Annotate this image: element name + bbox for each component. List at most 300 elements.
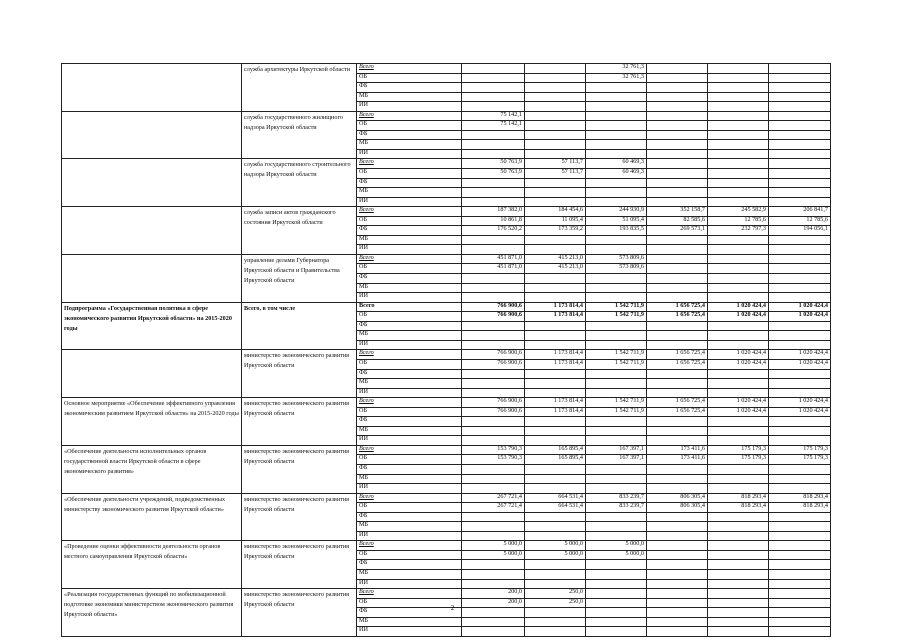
amount-cell — [647, 541, 708, 551]
amount-cell: 173 359,2 — [525, 226, 586, 236]
amount-cell — [525, 245, 586, 255]
executor-cell: министерство экономического развития Иркутской области — [242, 350, 357, 398]
amount-cell — [708, 569, 769, 579]
funding-source-cell: Всего — [357, 207, 462, 217]
amount-cell: 833 239,7 — [586, 493, 647, 503]
amount-cell — [462, 245, 525, 255]
amount-cell — [586, 178, 647, 188]
amount-cell — [708, 522, 769, 532]
amount-cell — [647, 417, 708, 427]
funding-source-cell: ФБ — [357, 226, 462, 236]
funding-source-cell: Всего — [357, 350, 462, 360]
amount-cell — [647, 178, 708, 188]
amount-cell — [647, 111, 708, 121]
amount-cell — [769, 274, 831, 284]
amount-cell — [647, 550, 708, 560]
amount-cell — [708, 541, 769, 551]
amount-cell — [647, 369, 708, 379]
executor-cell: служба государственного строительного надзора Иркутской области — [242, 159, 357, 207]
amount-cell — [525, 331, 586, 341]
amount-cell — [647, 140, 708, 150]
funding-source-cell: ИИ — [357, 627, 462, 637]
program-name-cell: Основное мероприятие «Обеспечение эффективного управления экономическим развитием Иркутской области» на 2015-2020 годы — [62, 398, 242, 446]
amount-cell — [708, 436, 769, 446]
amount-cell: 806 305,4 — [647, 503, 708, 513]
amount-cell: 232 797,3 — [708, 226, 769, 236]
amount-cell — [708, 111, 769, 121]
amount-cell — [769, 73, 831, 83]
amount-cell — [708, 293, 769, 303]
amount-cell — [769, 464, 831, 474]
amount-cell: 1 542 711,9 — [586, 312, 647, 322]
funding-source-cell: ФБ — [357, 417, 462, 427]
page-number: 2 — [450, 604, 455, 612]
amount-cell: 1 656 725,4 — [647, 302, 708, 312]
amount-cell — [586, 321, 647, 331]
funding-source-cell: ФБ — [357, 178, 462, 188]
amount-cell — [462, 569, 525, 579]
amount-cell — [769, 111, 831, 121]
amount-cell — [769, 379, 831, 389]
amount-cell — [586, 417, 647, 427]
table-row — [62, 589, 831, 599]
amount-cell — [525, 197, 586, 207]
amount-cell — [462, 560, 525, 570]
amount-cell: 818 293,4 — [769, 493, 831, 503]
amount-cell — [586, 379, 647, 389]
funding-source-cell: ИИ — [357, 340, 462, 350]
amount-cell — [462, 484, 525, 494]
amount-cell: 766 900,6 — [462, 407, 525, 417]
funding-source-cell: МБ — [357, 617, 462, 627]
amount-cell — [462, 474, 525, 484]
amount-cell — [525, 64, 586, 74]
amount-cell — [462, 388, 525, 398]
amount-cell: 245 582,9 — [708, 207, 769, 217]
amount-cell: 175 179,3 — [708, 445, 769, 455]
amount-cell — [708, 464, 769, 474]
amount-cell — [708, 64, 769, 74]
amount-cell: 1 020 424,4 — [769, 350, 831, 360]
amount-cell — [708, 589, 769, 599]
amount-cell: 194 056,1 — [769, 226, 831, 236]
amount-cell: 173 411,6 — [647, 455, 708, 465]
amount-cell — [462, 417, 525, 427]
amount-cell: 51 095,4 — [586, 216, 647, 226]
table-row — [62, 350, 831, 360]
funding-source-cell: ОБ — [357, 359, 462, 369]
amount-cell — [708, 159, 769, 169]
amount-cell: 175 179,3 — [769, 445, 831, 455]
amount-cell — [462, 369, 525, 379]
amount-cell — [708, 388, 769, 398]
amount-cell — [586, 436, 647, 446]
amount-cell — [647, 169, 708, 179]
amount-cell: 167 397,1 — [586, 445, 647, 455]
amount-cell — [462, 321, 525, 331]
amount-cell — [647, 531, 708, 541]
amount-cell: 5 000,0 — [525, 550, 586, 560]
program-name-cell: «Проведение оценки эффективности деятельности органов местного самоуправления Иркутской области» — [62, 541, 242, 589]
program-name-cell: «Реализация государственных функций по мобилизационной подготовке экономики министерством экономического развития Иркутской области» — [62, 589, 242, 637]
budget-table — [61, 63, 831, 637]
amount-cell — [647, 274, 708, 284]
amount-cell: 5 000,0 — [462, 550, 525, 560]
program-name-cell — [62, 254, 242, 302]
amount-cell: 766 900,6 — [462, 302, 525, 312]
funding-source-cell: ФБ — [357, 83, 462, 93]
funding-source-cell: ОБ — [357, 312, 462, 322]
amount-cell: 1 173 814,4 — [525, 407, 586, 417]
amount-cell — [525, 283, 586, 293]
amount-cell — [769, 436, 831, 446]
amount-cell — [647, 235, 708, 245]
amount-cell — [586, 426, 647, 436]
program-name-cell — [62, 207, 242, 255]
amount-cell — [586, 188, 647, 198]
amount-cell — [708, 197, 769, 207]
executor-cell: министерство экономического развития Иркутской области — [242, 445, 357, 493]
program-name-cell: Подпрограмма «Государственная политика в сфере экономического развития Иркутской области» на 2015-2020 годы — [62, 302, 242, 350]
amount-cell — [462, 340, 525, 350]
amount-cell: 766 900,6 — [462, 398, 525, 408]
amount-cell — [647, 83, 708, 93]
amount-cell — [769, 283, 831, 293]
funding-source-cell: МБ — [357, 92, 462, 102]
amount-cell: 818 293,4 — [708, 493, 769, 503]
amount-cell — [462, 130, 525, 140]
amount-cell — [708, 102, 769, 112]
amount-cell: 1 173 814,4 — [525, 312, 586, 322]
amount-cell — [708, 254, 769, 264]
amount-cell: 1 542 711,9 — [586, 407, 647, 417]
table-row — [62, 159, 831, 169]
executor-cell: министерство экономического развития Иркутской области — [242, 589, 357, 637]
program-name-cell: «Обеспечение деятельности учреждений, подведомственных министерству экономического развития Иркутской области» — [62, 493, 242, 541]
amount-cell — [525, 83, 586, 93]
amount-cell — [708, 474, 769, 484]
amount-cell — [769, 102, 831, 112]
amount-cell — [708, 274, 769, 284]
program-name-cell: «Обеспечение деятельности исполнительных органов государственной власти Иркутской области в сфере экономического развития» — [62, 445, 242, 493]
amount-cell — [708, 379, 769, 389]
amount-cell: 165 895,4 — [525, 445, 586, 455]
amount-cell: 175 179,3 — [769, 455, 831, 465]
amount-cell — [769, 83, 831, 93]
amount-cell: 573 809,6 — [586, 264, 647, 274]
amount-cell — [647, 264, 708, 274]
funding-source-cell: Всего — [357, 302, 462, 312]
amount-cell — [462, 512, 525, 522]
executor-cell: министерство экономического развития Иркутской области — [242, 398, 357, 446]
amount-cell — [586, 369, 647, 379]
amount-cell — [647, 617, 708, 627]
amount-cell — [586, 522, 647, 532]
amount-cell — [462, 283, 525, 293]
amount-cell — [708, 121, 769, 131]
executor-cell: служба государственного жилищного надзора Иркутской области — [242, 111, 357, 159]
amount-cell: 267 721,4 — [462, 493, 525, 503]
amount-cell — [525, 121, 586, 131]
funding-source-cell: Всего — [357, 589, 462, 599]
funding-source-cell: ОБ — [357, 264, 462, 274]
amount-cell — [647, 627, 708, 637]
amount-cell — [647, 283, 708, 293]
amount-cell — [462, 149, 525, 159]
amount-cell — [769, 264, 831, 274]
amount-cell: 167 397,1 — [586, 455, 647, 465]
amount-cell: 1 173 814,4 — [525, 359, 586, 369]
amount-cell — [769, 426, 831, 436]
funding-source-cell: ИИ — [357, 579, 462, 589]
amount-cell — [769, 293, 831, 303]
amount-cell — [647, 388, 708, 398]
amount-cell: 269 573,1 — [647, 226, 708, 236]
amount-cell: 1 542 711,9 — [586, 350, 647, 360]
amount-cell: 1 542 711,9 — [586, 302, 647, 312]
amount-cell — [525, 426, 586, 436]
amount-cell — [525, 178, 586, 188]
funding-source-cell: ОБ — [357, 216, 462, 226]
amount-cell — [769, 149, 831, 159]
amount-cell — [525, 379, 586, 389]
amount-cell — [769, 130, 831, 140]
amount-cell: 1 173 814,4 — [525, 302, 586, 312]
amount-cell — [647, 484, 708, 494]
amount-cell — [525, 102, 586, 112]
amount-cell: 1 173 814,4 — [525, 350, 586, 360]
amount-cell: 451 871,0 — [462, 264, 525, 274]
funding-source-cell: ФБ — [357, 274, 462, 284]
amount-cell: 57 113,7 — [525, 159, 586, 169]
funding-source-cell: ОБ — [357, 550, 462, 560]
amount-cell — [586, 140, 647, 150]
amount-cell — [769, 369, 831, 379]
amount-cell — [708, 245, 769, 255]
funding-source-cell: МБ — [357, 569, 462, 579]
amount-cell — [647, 102, 708, 112]
amount-cell — [708, 321, 769, 331]
funding-source-cell: ОБ — [357, 73, 462, 83]
amount-cell: 1 173 814,4 — [525, 398, 586, 408]
funding-source-cell: ИИ — [357, 102, 462, 112]
amount-cell: 766 900,6 — [462, 350, 525, 360]
amount-cell — [708, 417, 769, 427]
amount-cell — [462, 102, 525, 112]
executor-cell: управление делами Губернатора Иркутской области и Правительства Иркутской области — [242, 254, 357, 302]
amount-cell — [462, 274, 525, 284]
amount-cell — [647, 159, 708, 169]
amount-cell: 818 293,4 — [769, 503, 831, 513]
amount-cell: 1 656 725,4 — [647, 407, 708, 417]
amount-cell — [586, 569, 647, 579]
funding-source-cell: ИИ — [357, 245, 462, 255]
funding-source-cell: ФБ — [357, 512, 462, 522]
amount-cell — [769, 169, 831, 179]
amount-cell: 5 000,0 — [586, 541, 647, 551]
amount-cell — [769, 254, 831, 264]
amount-cell — [708, 579, 769, 589]
amount-cell — [769, 321, 831, 331]
amount-cell — [647, 254, 708, 264]
funding-source-cell: МБ — [357, 331, 462, 341]
amount-cell: 244 930,9 — [586, 207, 647, 217]
amount-cell — [525, 417, 586, 427]
amount-cell — [462, 178, 525, 188]
funding-source-cell: МБ — [357, 140, 462, 150]
amount-cell: 1 020 424,4 — [708, 398, 769, 408]
amount-cell — [647, 426, 708, 436]
funding-source-cell: ОБ — [357, 503, 462, 513]
amount-cell — [525, 388, 586, 398]
amount-cell — [769, 569, 831, 579]
amount-cell — [525, 436, 586, 446]
amount-cell — [769, 474, 831, 484]
amount-cell — [462, 379, 525, 389]
amount-cell: 267 721,4 — [462, 503, 525, 513]
amount-cell — [586, 388, 647, 398]
amount-cell — [462, 235, 525, 245]
amount-cell — [525, 235, 586, 245]
amount-cell — [647, 245, 708, 255]
amount-cell: 187 382,0 — [462, 207, 525, 217]
amount-cell: 11 095,4 — [525, 216, 586, 226]
funding-source-cell: ИИ — [357, 197, 462, 207]
amount-cell — [647, 188, 708, 198]
amount-cell — [525, 531, 586, 541]
amount-cell — [586, 560, 647, 570]
amount-cell: 10 861,8 — [462, 216, 525, 226]
amount-cell: 1 020 424,4 — [708, 350, 769, 360]
amount-cell — [647, 522, 708, 532]
amount-cell — [586, 484, 647, 494]
funding-source-cell: ИИ — [357, 531, 462, 541]
funding-source-cell: МБ — [357, 474, 462, 484]
amount-cell — [708, 235, 769, 245]
amount-cell — [525, 92, 586, 102]
amount-cell: 5 000,0 — [525, 541, 586, 551]
amount-cell: 766 900,6 — [462, 312, 525, 322]
amount-cell — [769, 484, 831, 494]
amount-cell — [769, 417, 831, 427]
amount-cell — [462, 197, 525, 207]
amount-cell — [586, 245, 647, 255]
amount-cell — [525, 512, 586, 522]
amount-cell: 1 656 725,4 — [647, 350, 708, 360]
amount-cell — [647, 121, 708, 131]
amount-cell: 1 542 711,9 — [586, 359, 647, 369]
amount-cell — [525, 149, 586, 159]
funding-source-cell: ФБ — [357, 560, 462, 570]
amount-cell: 766 900,6 — [462, 359, 525, 369]
amount-cell — [708, 188, 769, 198]
funding-source-cell: Всего — [357, 541, 462, 551]
amount-cell — [708, 512, 769, 522]
amount-cell — [708, 617, 769, 627]
funding-source-cell: МБ — [357, 188, 462, 198]
amount-cell — [462, 627, 525, 637]
amount-cell — [769, 388, 831, 398]
amount-cell — [586, 274, 647, 284]
amount-cell: 82 585,6 — [647, 216, 708, 226]
amount-cell — [708, 627, 769, 637]
amount-cell — [462, 92, 525, 102]
amount-cell — [769, 550, 831, 560]
amount-cell — [769, 589, 831, 599]
amount-cell — [647, 73, 708, 83]
amount-cell: 75 142,1 — [462, 121, 525, 131]
funding-source-cell: ОБ — [357, 598, 462, 608]
amount-cell — [586, 464, 647, 474]
amount-cell — [647, 92, 708, 102]
amount-cell — [586, 531, 647, 541]
amount-cell: 1 020 424,4 — [769, 312, 831, 322]
amount-cell — [525, 293, 586, 303]
amount-cell — [769, 331, 831, 341]
amount-cell — [525, 369, 586, 379]
funding-source-cell: Всего — [357, 111, 462, 121]
amount-cell: 200,0 — [462, 598, 525, 608]
amount-cell: 50 763,9 — [462, 169, 525, 179]
amount-cell — [525, 130, 586, 140]
amount-cell — [647, 149, 708, 159]
amount-cell: 250,0 — [525, 589, 586, 599]
amount-cell — [708, 560, 769, 570]
amount-cell — [525, 321, 586, 331]
program-name-cell — [62, 111, 242, 159]
amount-cell — [586, 627, 647, 637]
amount-cell — [462, 140, 525, 150]
funding-source-cell: ИИ — [357, 388, 462, 398]
amount-cell: 806 305,4 — [647, 493, 708, 503]
amount-cell — [462, 522, 525, 532]
amount-cell — [708, 169, 769, 179]
amount-cell — [462, 64, 525, 74]
amount-cell — [708, 264, 769, 274]
amount-cell — [525, 340, 586, 350]
amount-cell: 5 000,0 — [462, 541, 525, 551]
amount-cell — [525, 274, 586, 284]
amount-cell: 818 293,4 — [708, 503, 769, 513]
executor-cell: Всего, в том числе — [242, 302, 357, 350]
amount-cell — [708, 550, 769, 560]
amount-cell — [769, 197, 831, 207]
amount-cell — [708, 340, 769, 350]
funding-source-cell: ФБ — [357, 608, 462, 618]
amount-cell — [586, 102, 647, 112]
executor-cell: служба записи актов гражданского состояния Иркутской области — [242, 207, 357, 255]
amount-cell — [708, 83, 769, 93]
amount-cell: 60 469,3 — [586, 169, 647, 179]
amount-cell — [462, 579, 525, 589]
amount-cell — [525, 464, 586, 474]
amount-cell — [769, 617, 831, 627]
amount-cell — [525, 522, 586, 532]
amount-cell — [462, 331, 525, 341]
amount-cell: 1 020 424,4 — [769, 407, 831, 417]
table-row — [62, 302, 831, 312]
program-name-cell — [62, 159, 242, 207]
amount-cell: 50 763,9 — [462, 159, 525, 169]
amount-cell — [647, 560, 708, 570]
amount-cell — [769, 235, 831, 245]
amount-cell: 1 542 711,9 — [586, 398, 647, 408]
amount-cell: 1 020 424,4 — [769, 398, 831, 408]
amount-cell — [525, 569, 586, 579]
amount-cell — [462, 464, 525, 474]
funding-source-cell: ФБ — [357, 369, 462, 379]
amount-cell: 451 871,0 — [462, 254, 525, 264]
